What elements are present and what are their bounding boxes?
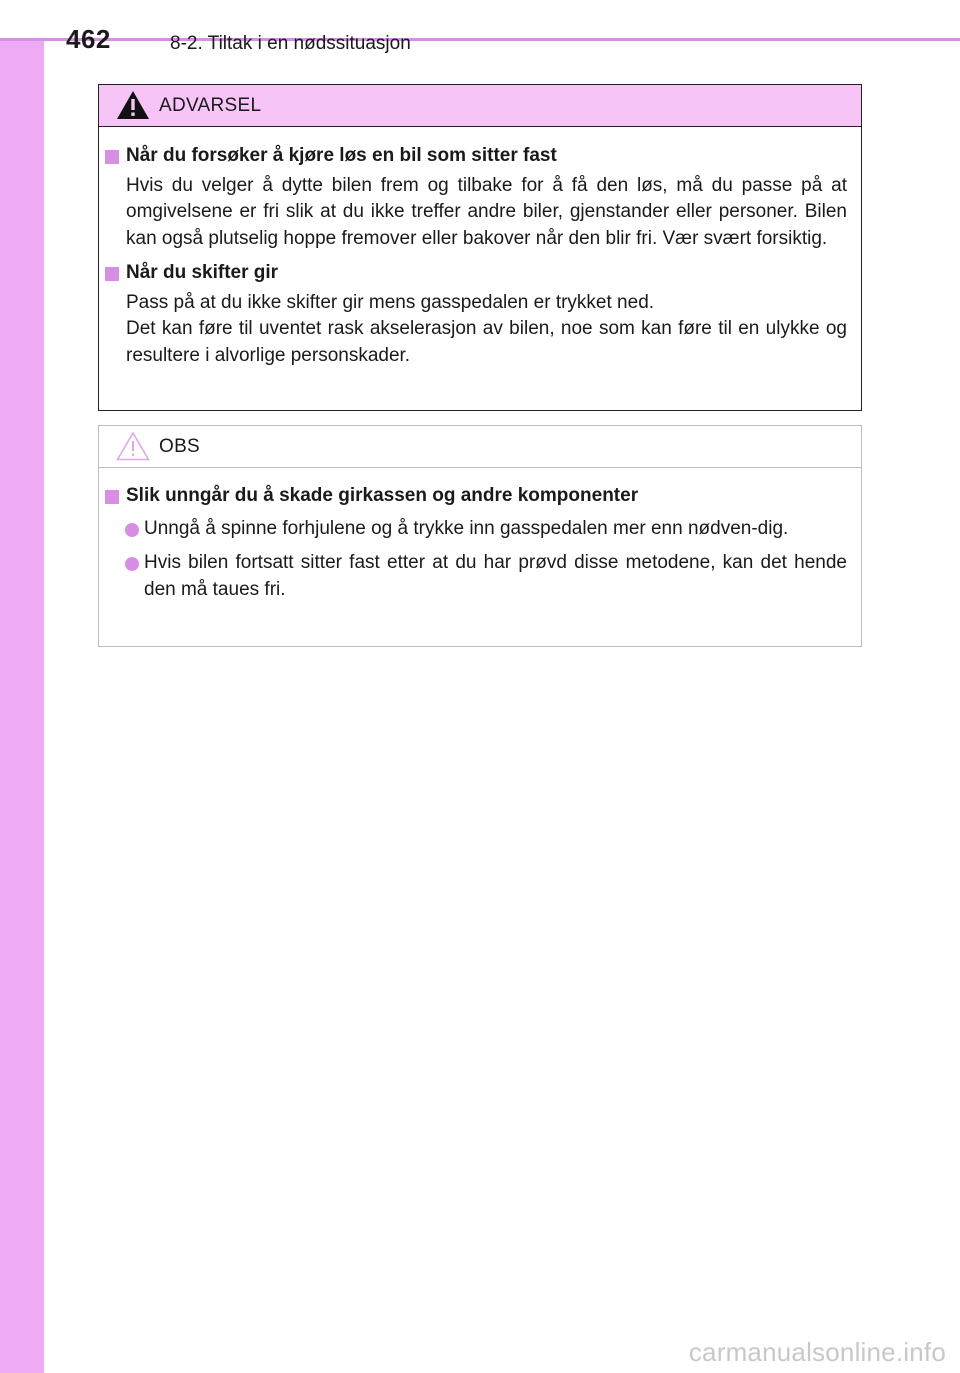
round-bullet-icon xyxy=(125,523,139,537)
warning-box-header xyxy=(99,85,861,127)
notice-box xyxy=(98,425,862,647)
notice-bullet-item: Hvis bilen fortsatt sitter fast etter at du har prøvd disse metodene, kan det hende den må taues fri. xyxy=(105,550,847,603)
notice-subheading: Slik unngår du å skade girkassen og andre komponenter xyxy=(105,483,847,510)
side-color-band xyxy=(0,0,44,1373)
square-bullet-icon xyxy=(105,267,119,281)
notice-bullet-item: Unngå å spinne forhjulene og å trykke inn gasspedalen mer enn nødven-dig. xyxy=(105,516,847,543)
warning-subheading-stuck-car: Når du forsøker å kjøre løs en bil som sitter fast xyxy=(105,143,847,170)
page-number: 462 xyxy=(66,24,111,54)
square-bullet-icon xyxy=(105,490,119,504)
warning-subheading-shifting: Når du skifter gir xyxy=(105,260,847,287)
header-rule xyxy=(0,38,960,41)
notice-box-header xyxy=(99,426,861,468)
warning-box-content xyxy=(99,127,861,369)
notice-box-label: OBS xyxy=(159,436,201,457)
round-bullet-icon xyxy=(125,557,139,571)
warning-outline-icon xyxy=(116,431,150,461)
header-band xyxy=(0,0,960,38)
notice-box-content xyxy=(99,468,861,603)
site-watermark: carmanualsonline.info xyxy=(688,1337,946,1367)
warning-paragraph: Pass på at du ikke skifter gir mens gasspedalen er trykket ned. xyxy=(126,291,655,313)
section-title: 8-2. Tiltak i en nødssituasjon xyxy=(170,33,411,54)
square-bullet-icon xyxy=(105,150,119,164)
warning-box-label: ADVARSEL xyxy=(159,95,262,116)
warning-filled-icon xyxy=(116,90,150,120)
warning-paragraph: Det kan føre til uventet rask akselerasjon av bilen, noe som kan føre til en ulykke og resultere i alvorlige personskader. xyxy=(126,318,847,366)
warning-paragraph: Hvis du velger å dytte bilen frem og tilbake for å få den løs, må du passe på at omgivelsene er fri slik at du ikke treffer andre biler, gjenstander eller personer. Bilen kan også plutselig hoppe fremover eller bakover når den blir fri. Vær svært forsiktig. xyxy=(126,174,847,249)
warning-box xyxy=(98,84,862,411)
